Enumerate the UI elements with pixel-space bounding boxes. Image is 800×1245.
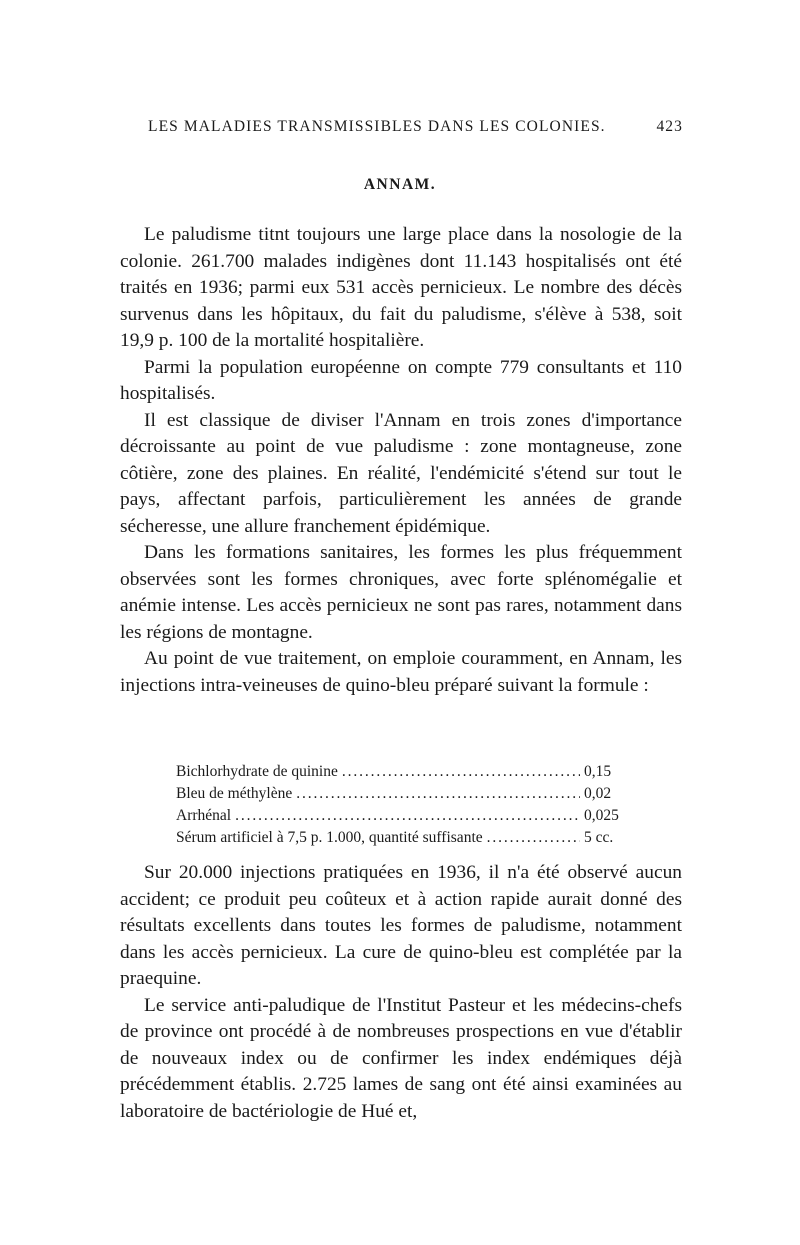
formula-quantity: 0,025 xyxy=(584,807,619,824)
leader-dots xyxy=(296,783,580,805)
formula-ingredient: Arrhénal xyxy=(176,807,232,824)
section-title: ANNAM. xyxy=(363,176,437,193)
running-head xyxy=(148,118,683,136)
formula-row xyxy=(176,761,656,783)
paragraph-clinical-forms: Dans les formations sanitaires, les formes les plus fréquemment observées sont les formes chroniques, avec forte splénomégalie et anémie intense. Les accès pernicieux ne sont pas rares, notamment dans les régions de montagne. xyxy=(120,542,682,643)
running-head-title: LES MALADIES TRANSMISSIBLES DANS LES COLONIES. xyxy=(148,118,606,135)
leader-dots xyxy=(487,827,580,849)
paragraph-zones: Il est classique de diviser l'Annam en trois zones d'importance décroissante au point de vue paludisme : zone montagneuse, zone côtière, zone des plaines. En réalité, l'endémicité s'étend sur tout le pays, affectant parfois, particulièrement les années de grande sécheresse, une allure franchement épidémique. xyxy=(120,409,682,537)
formula-quantity: 0,15 xyxy=(584,763,612,780)
formula-quantity: 0,02 xyxy=(584,785,612,802)
paragraph-paludisme-overview: Le paludisme titnt toujours une large place dans la nosologie de la colonie. 261.700 malades indigènes dont 11.143 hospitalisés ont été traités en 1936; parmi eux 531 accès pernicieux. Le nombre des décès survenus dans les hôpitaux, du fait du paludisme, s'élève à 538, soit 19,9 p. 100 de la mortalité hospitalière. xyxy=(120,224,682,351)
page-number: 423 xyxy=(656,118,683,135)
paragraph-european-population: Parmi la population européenne on compte 779 consultants et 110 hospitalisés. xyxy=(120,356,682,404)
leader-dots xyxy=(235,805,580,827)
paragraph-treatment: Au point de vue traitement, on emploie couramment, en Annam, les injections intra-veineuses de quino-bleu préparé suivant la formule : xyxy=(120,648,682,696)
formula-table xyxy=(176,761,656,849)
leader-dots xyxy=(342,761,580,783)
paragraph-antipaludic-service: Le service anti-paludique de l'Institut Pasteur et les médecins-chefs de province ont procédé à de nombreuses prospections en vue d'établir de nouveaux index ou de confirmer les index endémiques déjà précédemment établis. 2.725 lames de sang ont été ainsi examinées au laboratoire de bactériologie de Hué et, xyxy=(120,994,682,1122)
formula-row xyxy=(176,783,656,805)
formula-quantity: 5 cc. xyxy=(584,829,614,846)
paragraph-injection-results: Sur 20.000 injections pratiquées en 1936, il n'a été observé aucun accident; ce produit peu coûteux et à action rapide aurait donné des résultats excellents dans toutes les formes de paludisme, notamment dans les accès pernicieux. La cure de quino-bleu est complétée par la praequine. xyxy=(120,862,682,989)
body-text-lower xyxy=(120,860,682,1125)
body-text-upper xyxy=(120,222,682,699)
formula-row xyxy=(176,805,656,827)
formula-ingredient: Sérum artificiel à 7,5 p. 1.000, quantité suffisante xyxy=(176,829,483,846)
formula-row xyxy=(176,827,656,849)
formula-ingredient: Bleu de méthylène xyxy=(176,785,293,802)
formula-ingredient: Bichlorhydrate de quinine xyxy=(176,763,338,780)
